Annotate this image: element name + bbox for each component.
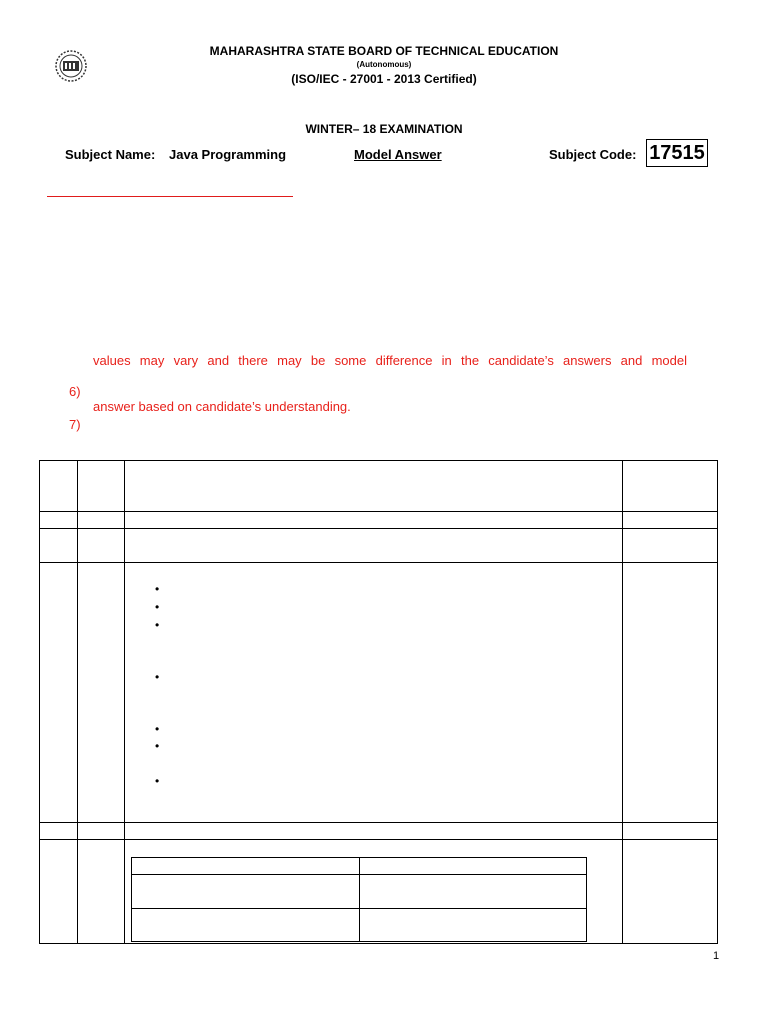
board-title: MAHARASHTRA STATE BOARD OF TECHNICAL EDUCATION [209, 44, 559, 58]
model-answer-heading: Model Answer [354, 147, 442, 162]
exam-title: WINTER– 18 EXAMINATION [305, 122, 463, 136]
subject-code-label: Subject Code: [549, 147, 637, 162]
table-rule [39, 562, 718, 563]
table-rule [39, 460, 40, 944]
table-rule [586, 857, 587, 942]
bullet-point: • [155, 582, 160, 596]
instruction-line-1: values may vary and there may be some difference in the candidate’s answers and model [93, 353, 687, 368]
table-rule [359, 857, 360, 942]
bullet-point: • [155, 618, 160, 632]
subject-name-label: Subject Name: [65, 147, 156, 162]
autonomous-label: (Autonomous) [356, 60, 412, 69]
instruction-line-2: answer based on candidate’s understanding. [93, 399, 351, 414]
bullet-point: • [155, 600, 160, 614]
table-rule [39, 460, 718, 461]
subject-code-value: 17515 [646, 139, 708, 167]
instruction-number-6: 6) [69, 384, 81, 399]
bullet-point: • [155, 670, 160, 684]
page-number: 1 [713, 950, 720, 962]
table-rule [124, 460, 125, 944]
table-rule [77, 460, 78, 944]
table-rule [39, 839, 718, 840]
table-rule [622, 460, 623, 944]
table-rule [717, 460, 718, 944]
instruction-number-7: 7) [69, 417, 81, 432]
table-rule [39, 511, 718, 512]
red-rule [47, 196, 293, 197]
bullet-point: • [155, 739, 160, 753]
table-rule [39, 528, 718, 529]
table-rule [131, 857, 132, 942]
inner-comparison-table [131, 857, 587, 943]
table-rule [39, 822, 718, 823]
certification-label: (ISO/IEC - 27001 - 2013 Certified) [291, 72, 477, 86]
bullet-point: • [155, 722, 160, 736]
table-rule [39, 943, 718, 944]
subject-name-value: Java Programming [169, 147, 287, 162]
bullet-point: • [155, 774, 160, 788]
